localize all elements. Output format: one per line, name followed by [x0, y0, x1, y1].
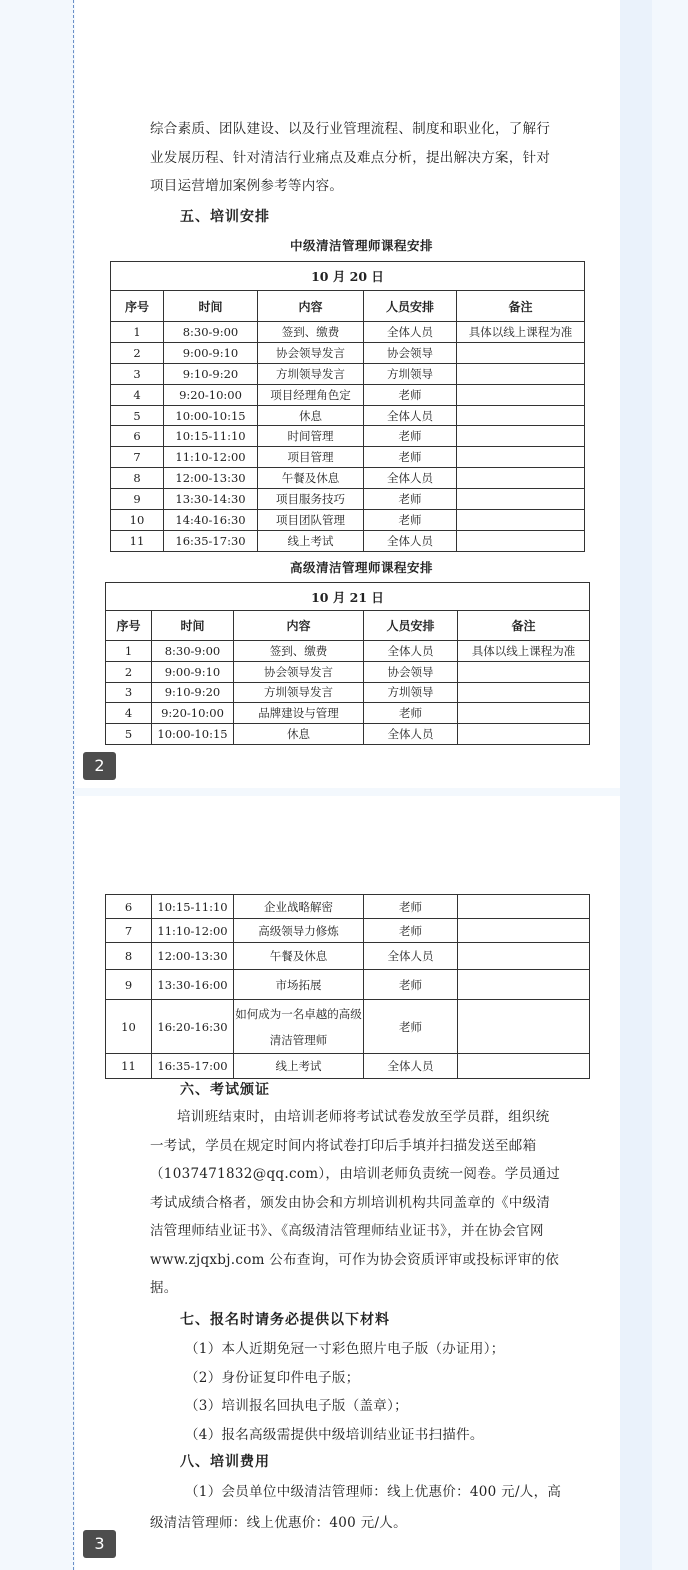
cell-staff: 老师: [364, 489, 457, 510]
table-row: [106, 943, 590, 970]
table-row: [106, 970, 590, 1000]
cell-time: 12:00-13:30: [164, 468, 258, 489]
cell-notes: [457, 530, 585, 551]
cell-time: 13:30-14:30: [164, 489, 258, 510]
cell-staff: 老师: [364, 919, 458, 943]
material-item-3: （3）培训报名回执电子版（盖章）；: [185, 1398, 408, 1414]
table-row: [111, 468, 585, 489]
table-row: [111, 510, 585, 531]
intermediate-schedule-title: 中级清洁管理师课程安排: [290, 238, 434, 253]
cell-index: 11: [111, 530, 164, 551]
cell-index: 3: [106, 682, 152, 703]
cell-content: 协会领导发言: [234, 661, 364, 682]
cell-time: 9:10-9:20: [152, 682, 234, 703]
cell-index: 6: [106, 895, 152, 919]
section-6-heading: 六、考试颁证: [180, 1082, 270, 1098]
cell-time: 16:35-17:00: [152, 1054, 234, 1079]
day-header: 10 月 20 日: [111, 262, 585, 291]
cell-index: 10: [111, 510, 164, 531]
material-item-2: （2）身份证复印件电子版；: [185, 1370, 360, 1386]
table-row: [106, 703, 590, 724]
cell-index: 2: [106, 661, 152, 682]
cell-staff: 方圳领导: [364, 682, 458, 703]
cell-index: 6: [111, 426, 164, 447]
senior-schedule-title: 高级清洁管理师课程安排: [290, 560, 434, 575]
cell-notes: [458, 943, 590, 970]
cell-staff: 老师: [364, 510, 457, 531]
col-header-notes: 备注: [458, 611, 590, 641]
cell-notes: [458, 970, 590, 1000]
table-row: [106, 919, 590, 943]
cell-time: 16:35-17:30: [164, 530, 258, 551]
cell-content: 休息: [258, 405, 364, 426]
cell-content: 如何成为一名卓越的高级清洁管理师: [234, 1000, 364, 1054]
cell-notes: [457, 405, 585, 426]
table-row: [106, 1054, 590, 1079]
cell-notes: [457, 342, 585, 363]
cell-staff: 协会领导: [364, 342, 457, 363]
table-row: [111, 322, 585, 343]
col-header-time: 时间: [164, 291, 258, 322]
intermediate-schedule-table: [110, 261, 585, 552]
page-number-badge: 2: [83, 752, 116, 780]
cell-content: 市场拓展: [234, 970, 364, 1000]
cell-time: 13:30-16:00: [152, 970, 234, 1000]
cell-staff: 全体人员: [364, 1054, 458, 1079]
table-row: [106, 1000, 590, 1054]
table-row: [111, 489, 585, 510]
cell-staff: 全体人员: [364, 724, 458, 745]
cell-index: 2: [111, 342, 164, 363]
cell-time: 12:00-13:30: [152, 943, 234, 970]
cell-content: 线上考试: [234, 1054, 364, 1079]
section-6-paragraph: 培训班结束时，由培训老师将考试试卷发放至学员群，组织统一考试，学员在规定时间内将试卷打印后手填并扫描发送至邮箱（1037471832@qq.com），由培训老师负责统一阅卷。学员通过考试成绩合格者，颁发由协会和方圳培训机构共同盖章的《中级清洁管理师结业证书》、《高级清洁管理师结业证书》，并在协会官网 www.zjqxbj.com 公布查询，可作为协会资质评审或投标评审的依据。: [150, 1109, 561, 1296]
page-number-badge: 3: [83, 1530, 116, 1558]
cell-index: 8: [111, 468, 164, 489]
cell-content: 企业战略解密: [234, 895, 364, 919]
table-row: [111, 363, 585, 384]
cell-staff: 老师: [364, 447, 457, 468]
table-row: [111, 405, 585, 426]
cell-index: 5: [106, 724, 152, 745]
col-header-index: 序号: [111, 291, 164, 322]
cell-time: 16:20-16:30: [152, 1000, 234, 1054]
section-7-heading: 七、报名时请务必提供以下材料: [180, 1312, 390, 1328]
cell-staff: 老师: [364, 895, 458, 919]
cell-index: 4: [111, 384, 164, 405]
document-page-3: [75, 796, 620, 1570]
cell-notes: [458, 661, 590, 682]
cell-content: 午餐及休息: [258, 468, 364, 489]
cell-index: 8: [106, 943, 152, 970]
table-row: [111, 384, 585, 405]
page-margin-guide: [73, 0, 74, 1570]
senior-schedule-table: [105, 582, 590, 745]
cell-time: 14:40-16:30: [164, 510, 258, 531]
col-header-notes: 备注: [457, 291, 585, 322]
cell-staff: 老师: [364, 703, 458, 724]
col-header-content: 内容: [258, 291, 364, 322]
cell-notes: 具体以线上课程为准: [457, 322, 585, 343]
table-row: [106, 682, 590, 703]
cell-content: 项目管理: [258, 447, 364, 468]
table-row: [111, 447, 585, 468]
cell-content: 午餐及休息: [234, 943, 364, 970]
cell-staff: 全体人员: [364, 641, 458, 662]
section-5-heading: 五、培训安排: [180, 209, 270, 225]
cell-notes: [458, 895, 590, 919]
cell-staff: 全体人员: [364, 530, 457, 551]
col-header-staff: 人员安排: [364, 291, 457, 322]
cell-staff: 全体人员: [364, 943, 458, 970]
cell-staff: 老师: [364, 1000, 458, 1054]
cell-index: 7: [106, 919, 152, 943]
cell-content: 项目经理角色定: [258, 384, 364, 405]
cell-content: 方圳领导发言: [234, 682, 364, 703]
cell-staff: 老师: [364, 426, 457, 447]
cell-notes: [457, 447, 585, 468]
table-row: [106, 641, 590, 662]
cell-staff: 全体人员: [364, 322, 457, 343]
table-row: [106, 724, 590, 745]
cell-index: 10: [106, 1000, 152, 1054]
cell-time: 10:00-10:15: [164, 405, 258, 426]
cell-index: 9: [106, 970, 152, 1000]
cell-time: 9:20-10:00: [164, 384, 258, 405]
cell-content: 项目服务技巧: [258, 489, 364, 510]
cell-content: 方圳领导发言: [258, 363, 364, 384]
cell-notes: [458, 682, 590, 703]
table-row: [106, 895, 590, 919]
cell-time: 11:10-12:00: [164, 447, 258, 468]
cell-notes: [458, 1000, 590, 1054]
cell-index: 4: [106, 703, 152, 724]
cell-notes: [457, 426, 585, 447]
viewer-scroll-gutter: [620, 0, 652, 1570]
cell-staff: 协会领导: [364, 661, 458, 682]
col-header-staff: 人员安排: [364, 611, 458, 641]
cell-content: 签到、缴费: [234, 641, 364, 662]
cell-notes: [458, 724, 590, 745]
cell-content: 线上考试: [258, 530, 364, 551]
cell-index: 1: [106, 641, 152, 662]
cell-staff: 全体人员: [364, 468, 457, 489]
material-item-4: （4）报名高级需提供中级培训结业证书扫描件。: [185, 1427, 484, 1443]
table-row: [106, 661, 590, 682]
cell-staff: 老师: [364, 970, 458, 1000]
cell-time: 10:15-11:10: [164, 426, 258, 447]
cell-content: 协会领导发言: [258, 342, 364, 363]
cell-index: 11: [106, 1054, 152, 1079]
cell-notes: [458, 1054, 590, 1079]
cell-notes: [458, 919, 590, 943]
cell-time: 9:20-10:00: [152, 703, 234, 724]
cell-staff: 全体人员: [364, 405, 457, 426]
cell-notes: [457, 489, 585, 510]
cell-time: 8:30-9:00: [152, 641, 234, 662]
cell-index: 7: [111, 447, 164, 468]
cell-notes: [457, 384, 585, 405]
cell-staff: 方圳领导: [364, 363, 457, 384]
cell-index: 3: [111, 363, 164, 384]
senior-schedule-table-continued: [105, 894, 590, 1079]
col-header-time: 时间: [152, 611, 234, 641]
cell-time: 10:00-10:15: [152, 724, 234, 745]
day-header: 10 月 21 日: [106, 583, 590, 611]
table-row: [111, 426, 585, 447]
table-row: [111, 530, 585, 551]
cell-content: 项目团队管理: [258, 510, 364, 531]
cell-content: 签到、缴费: [258, 322, 364, 343]
cell-index: 5: [111, 405, 164, 426]
cell-notes: [458, 703, 590, 724]
cell-time: 9:00-9:10: [152, 661, 234, 682]
col-header-index: 序号: [106, 611, 152, 641]
cell-time: 10:15-11:10: [152, 895, 234, 919]
material-item-1: （1）本人近期免冠一寸彩色照片电子版（办证用）；: [185, 1341, 505, 1357]
section-8-heading: 八、培训费用: [180, 1454, 270, 1470]
cell-time: 8:30-9:00: [164, 322, 258, 343]
cell-index: 1: [111, 322, 164, 343]
cell-notes: 具体以线上课程为准: [458, 641, 590, 662]
cell-content: 品牌建设与管理: [234, 703, 364, 724]
cell-notes: [457, 363, 585, 384]
cell-staff: 老师: [364, 384, 457, 405]
cell-time: 9:00-9:10: [164, 342, 258, 363]
cell-time: 11:10-12:00: [152, 919, 234, 943]
col-header-content: 内容: [234, 611, 364, 641]
cell-content: 高级领导力修炼: [234, 919, 364, 943]
cell-time: 9:10-9:20: [164, 363, 258, 384]
table-row: [111, 342, 585, 363]
cell-content: 休息: [234, 724, 364, 745]
cell-notes: [457, 468, 585, 489]
cell-index: 9: [111, 489, 164, 510]
intro-paragraph: 综合素质、团队建设、以及行业管理流程、制度和职业化，了解行业发展历程、针对清洁行业痛点及难点分析，提出解决方案，针对项目运营增加案例参考等内容。: [150, 121, 551, 194]
cell-notes: [457, 510, 585, 531]
cell-content: 时间管理: [258, 426, 364, 447]
document-page-2: [75, 0, 620, 788]
fee-paragraph: （1）会员单位中级清洁管理师：线上优惠价：400 元/人，高级清洁管理师：线上优惠价：400 元/人。: [150, 1484, 562, 1531]
